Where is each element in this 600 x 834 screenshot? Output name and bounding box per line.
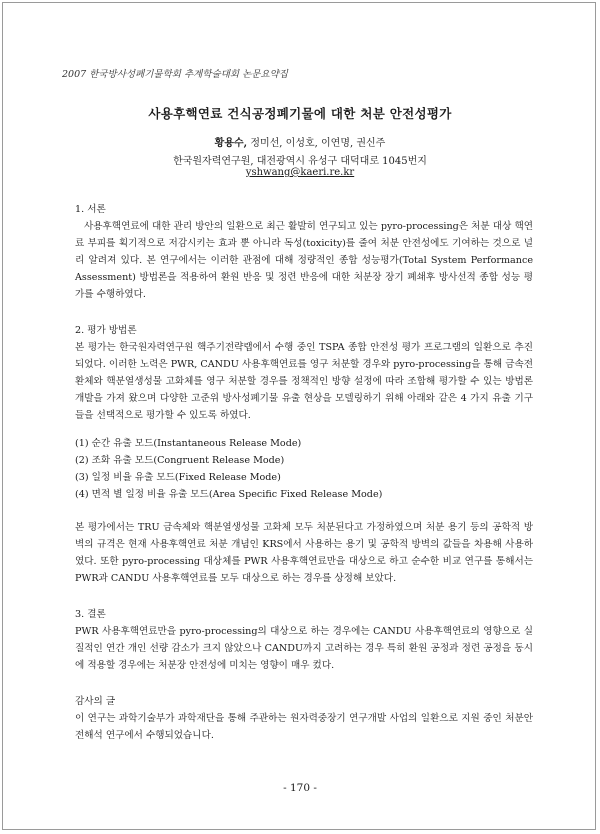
page-number: - 170 -: [283, 782, 317, 794]
author-email: yshwang@kaeri.re.kr: [245, 167, 355, 178]
paper-body: [75, 201, 533, 744]
co-authors: 정미선, 이성호, 이연명, 권신주: [247, 138, 386, 149]
running-head: 2007 한국방사성폐기물학회 추계학술대회 논문요약집: [62, 69, 288, 80]
lead-author: 황용수,: [214, 138, 248, 149]
list-item: (2) 조화 유출 모드(Congruent Release Mode): [75, 455, 285, 466]
list-item: (1) 순간 유출 모드(Instantaneous Release Mode): [75, 438, 302, 449]
list-item: (4) 면적 별 일정 비율 유출 모드(Area Specific Fixed Release Mode): [75, 489, 383, 500]
email-line: [0, 167, 600, 178]
release-mode-list: [75, 435, 533, 503]
method-paragraph-2: 본 평가에서는 TRU 금속체와 핵분열생성물 고화체 모두 처분된다고 가정하였으며 처분 용기 등의 공학적 방벽의 규격은 현재 사용후핵연료 처분 개념인 KRS에서 사용하는 용기 및 공학적 방벽의 값들을 차용해 사용하였다. 또한 pyro-processing 대상체를 PWR 사용후핵연료만을 대상으로 하고 순수한 비교 연구를 통해서는 PWR과 CANDU 사용후핵연료를 모두 대상으로 하는 경우를 상정해 보았다.: [75, 522, 533, 584]
paper-title: 사용후핵연료 건식공정폐기물에 대한 처분 안전성평가: [148, 106, 452, 121]
list-item: (3) 일정 비율 유출 모드(Fixed Release Mode): [75, 472, 281, 483]
intro-heading: 1. 서론: [75, 204, 106, 215]
conclusion-paragraph: PWR 사용후핵연료만을 pyro-processing의 대상으로 하는 경우에는 CANDU 사용후핵연료의 영향으로 실질적인 연간 개인 선량 감소가 크지 않았으나 CANDU까지 고려하는 경우 특히 환원 공정과 정련 공정을 동시에 적용할 경우에는 처분장 안전성에 미치는 영향이 매우 컸다.: [75, 626, 533, 671]
conclusion-heading: 3. 결론: [75, 609, 106, 620]
method-paragraph: 본 평가는 한국원자력연구원 핵주기전략랩에서 수행 중인 TSPA 종합 안전성 평가 프로그램의 일환으로 추진되었다. 이러한 노력은 PWR, CANDU 사용후핵연료를 영구 처분할 경우와 pyro-processing을 통해 금속전환체와 핵분열생성물 고화체를 영구 처분할 경우를 정책적인 방향 설정에 따라 조합해 평가할 수 있는 방법론 개발을 가져 왔으며 다양한 고준위 방사성폐기물 유출 현상을 모델링하기 위해 아래와 같은 4 가지 유출 기구들을 선택적으로 평가할 수 있도록 하였다.: [75, 342, 533, 421]
intro-paragraph: 사용후핵연료에 대한 관리 방안의 일환으로 최근 활발히 연구되고 있는 pyro-processing은 처분 대상 핵연료 부피를 획기적으로 저감시키는 효과 뿐 아니라 독성(toxicity)를 줄여 처분 안전성에도 기여하는 것으로 널리 알려져 있다. 본 연구에서는 이러한 관점에 대해 정량적인 종합 성능평가(Total System Performance Assessment) 방법론을 적용하여 환원 반응 및 정련 반응에 대한 처분장 장기 폐쇄후 방사선적 종합 성능 평가를 수행하였다.: [75, 221, 533, 300]
ack-heading: 감사의 글: [75, 696, 116, 707]
author-list: [0, 134, 600, 149]
method-heading: 2. 평가 방법론: [75, 325, 137, 336]
ack-paragraph: 이 연구는 과학기술부가 과학재단을 통해 주관하는 원자력중장기 연구개발 사업의 일환으로 지원 중인 처분안전해석 연구에서 수행되었습니다.: [75, 713, 533, 741]
affiliation: 한국원자력연구원, 대전광역시 유성구 대덕대로 1045번지: [173, 156, 427, 167]
